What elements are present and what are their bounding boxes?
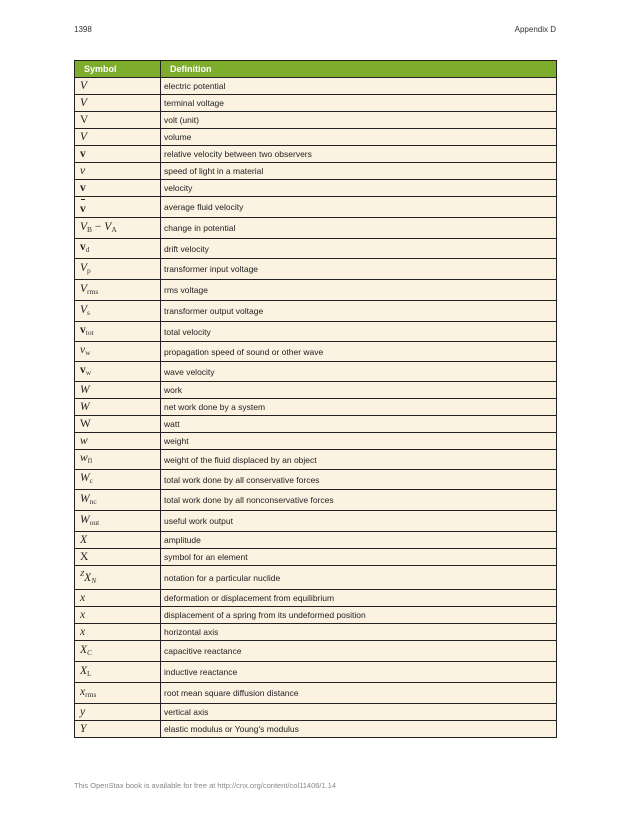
symbol-base: V bbox=[80, 131, 88, 143]
symbol-base: v bbox=[80, 324, 86, 336]
symbol-base: v bbox=[80, 165, 86, 177]
footer-note: This OpenStax book is available for free at http://cnx.org/content/col11406/1.14 bbox=[74, 781, 337, 790]
symbol-subscript: out bbox=[89, 517, 100, 527]
symbol-cell bbox=[75, 641, 161, 662]
table-row bbox=[75, 95, 557, 112]
symbol-cell bbox=[75, 416, 161, 433]
symbol-cell bbox=[75, 301, 161, 322]
symbol-subscript: C bbox=[87, 647, 93, 657]
symbol-base: x bbox=[80, 626, 86, 638]
definition-cell: work bbox=[161, 382, 557, 399]
table-row bbox=[75, 416, 557, 433]
symbol-base: w bbox=[80, 435, 88, 447]
definition-cell: change in potential bbox=[161, 218, 557, 239]
symbol-cell bbox=[75, 322, 161, 342]
table-row bbox=[75, 180, 557, 197]
table-row bbox=[75, 146, 557, 163]
symbol-cell bbox=[75, 624, 161, 641]
symbol-cell bbox=[75, 129, 161, 146]
symbol-cell bbox=[75, 490, 161, 511]
symbol-subscript: N bbox=[91, 576, 97, 585]
table-row bbox=[75, 566, 557, 590]
table-row bbox=[75, 549, 557, 566]
table-body bbox=[75, 78, 557, 738]
symbol-subscript: fl bbox=[87, 456, 93, 465]
symbol-base: V bbox=[80, 282, 88, 295]
table-row bbox=[75, 112, 557, 129]
symbol-base: X bbox=[80, 643, 88, 656]
table-row bbox=[75, 683, 557, 704]
symbol-subscript: rms bbox=[87, 286, 99, 296]
symbol-base: X bbox=[80, 551, 89, 563]
symbol-cell bbox=[75, 342, 161, 362]
table-row bbox=[75, 704, 557, 721]
column-header-definition: Definition bbox=[161, 61, 557, 78]
symbols-table bbox=[74, 60, 557, 738]
symbol-subscript: c bbox=[89, 476, 93, 485]
symbol-cell bbox=[75, 362, 161, 382]
table-row bbox=[75, 511, 557, 532]
table-row bbox=[75, 450, 557, 470]
symbol-subscript: w bbox=[85, 348, 91, 357]
symbol-base: x bbox=[80, 592, 86, 604]
table-row bbox=[75, 532, 557, 549]
symbol-base: W bbox=[80, 401, 90, 413]
symbol-cell bbox=[75, 197, 161, 218]
definition-cell: volume bbox=[161, 129, 557, 146]
symbol-subscript: nc bbox=[89, 496, 97, 506]
symbol-base: W bbox=[80, 472, 90, 484]
symbol-subscript: w bbox=[85, 368, 92, 377]
symbol-cell bbox=[75, 259, 161, 280]
symbol-cell bbox=[75, 470, 161, 490]
symbol-base: X bbox=[80, 664, 88, 677]
definition-cell: deformation or displacement from equilibrium bbox=[161, 590, 557, 607]
symbol-cell bbox=[75, 683, 161, 704]
definition-cell: weight bbox=[161, 433, 557, 450]
definition-cell: horizontal axis bbox=[161, 624, 557, 641]
symbol-base: x bbox=[80, 609, 86, 621]
chapter-title: Appendix D bbox=[514, 25, 556, 34]
definition-cell: weight of the fluid displaced by an object bbox=[161, 450, 557, 470]
definition-cell: inductive reactance bbox=[161, 662, 557, 683]
symbol-cell bbox=[75, 450, 161, 470]
symbol-cell bbox=[75, 95, 161, 112]
symbol-cell bbox=[75, 532, 161, 549]
definition-cell: symbol for an element bbox=[161, 549, 557, 566]
table-row bbox=[75, 399, 557, 416]
symbol-cell bbox=[75, 607, 161, 624]
symbol-cell bbox=[75, 180, 161, 197]
symbol-prescript: Z bbox=[80, 569, 85, 578]
symbol-base: v bbox=[80, 364, 86, 376]
table-row bbox=[75, 218, 557, 239]
symbol-subscript: B bbox=[87, 224, 93, 234]
symbol-cell bbox=[75, 511, 161, 532]
symbol-subscript: p bbox=[87, 265, 91, 275]
definition-cell: average fluid velocity bbox=[161, 197, 557, 218]
table-row bbox=[75, 590, 557, 607]
symbol-base: y bbox=[80, 706, 86, 718]
definition-cell: wave velocity bbox=[161, 362, 557, 382]
symbol-base: v bbox=[80, 148, 86, 160]
table-row bbox=[75, 301, 557, 322]
definition-cell: propagation speed of sound or other wave bbox=[161, 342, 557, 362]
symbol-cell bbox=[75, 239, 161, 259]
column-header-symbol: Symbol bbox=[75, 61, 161, 78]
definition-cell: displacement of a spring from its undeformed position bbox=[161, 607, 557, 624]
symbol-base: W bbox=[80, 418, 91, 430]
symbol-base: W bbox=[80, 513, 90, 526]
symbol-cell bbox=[75, 280, 161, 301]
symbol-base: x bbox=[80, 685, 86, 698]
symbol-subscript: s bbox=[87, 307, 90, 317]
table-row bbox=[75, 239, 557, 259]
definition-cell: amplitude bbox=[161, 532, 557, 549]
definition-cell: total work done by all nonconservative forces bbox=[161, 490, 557, 511]
table-row bbox=[75, 362, 557, 382]
symbol-cell bbox=[75, 704, 161, 721]
table-row bbox=[75, 163, 557, 180]
definition-cell: capacitive reactance bbox=[161, 641, 557, 662]
symbol-base: V bbox=[104, 220, 112, 233]
symbol-base: Y bbox=[80, 723, 87, 735]
table-row bbox=[75, 322, 557, 342]
symbol-operator: − bbox=[92, 220, 105, 233]
symbol-base: V bbox=[80, 97, 88, 109]
symbol-cell bbox=[75, 146, 161, 163]
symbol-cell bbox=[75, 382, 161, 399]
table-row bbox=[75, 280, 557, 301]
symbol-cell bbox=[75, 163, 161, 180]
symbol-base: v bbox=[80, 198, 86, 217]
table-row bbox=[75, 197, 557, 218]
table-row bbox=[75, 721, 557, 738]
symbol-cell bbox=[75, 721, 161, 738]
definition-cell: drift velocity bbox=[161, 239, 557, 259]
table-row bbox=[75, 342, 557, 362]
symbol-subscript: d bbox=[85, 245, 90, 254]
table-row bbox=[75, 662, 557, 683]
definition-cell: total work done by all conservative forces bbox=[161, 470, 557, 490]
table-row bbox=[75, 78, 557, 95]
table-row bbox=[75, 624, 557, 641]
symbol-base: X bbox=[84, 572, 92, 584]
symbol-base: V bbox=[80, 220, 88, 233]
symbol-cell bbox=[75, 566, 161, 590]
symbol-base: X bbox=[80, 534, 88, 546]
symbol-subscript: L bbox=[87, 668, 92, 678]
table-row bbox=[75, 490, 557, 511]
definition-cell: transformer output voltage bbox=[161, 301, 557, 322]
symbol-base: V bbox=[80, 303, 88, 316]
symbol-cell bbox=[75, 112, 161, 129]
symbol-base: V bbox=[80, 261, 88, 274]
table-row bbox=[75, 259, 557, 280]
table-header-row bbox=[75, 61, 557, 78]
definition-cell: volt (unit) bbox=[161, 112, 557, 129]
symbol-base: v bbox=[80, 182, 86, 194]
definition-cell: watt bbox=[161, 416, 557, 433]
symbol-base: w bbox=[80, 452, 88, 464]
definition-cell: terminal voltage bbox=[161, 95, 557, 112]
symbol-cell bbox=[75, 433, 161, 450]
symbol-cell bbox=[75, 399, 161, 416]
symbol-base: v bbox=[80, 344, 86, 356]
symbol-base: W bbox=[80, 492, 90, 505]
table-row bbox=[75, 433, 557, 450]
symbol-cell bbox=[75, 549, 161, 566]
definition-cell: relative velocity between two observers bbox=[161, 146, 557, 163]
symbol-subscript: A bbox=[111, 224, 117, 234]
symbol-subscript: rms bbox=[85, 689, 97, 699]
symbol-base: V bbox=[80, 80, 88, 92]
definition-cell: velocity bbox=[161, 180, 557, 197]
definition-cell: useful work output bbox=[161, 511, 557, 532]
definition-cell: transformer input voltage bbox=[161, 259, 557, 280]
symbol-cell bbox=[75, 662, 161, 683]
definition-cell: total velocity bbox=[161, 322, 557, 342]
definition-cell: net work done by a system bbox=[161, 399, 557, 416]
symbol-base: V bbox=[80, 114, 89, 126]
definition-cell: vertical axis bbox=[161, 704, 557, 721]
definition-cell: root mean square diffusion distance bbox=[161, 683, 557, 704]
table-row bbox=[75, 470, 557, 490]
symbol-cell bbox=[75, 78, 161, 95]
definition-cell: rms voltage bbox=[161, 280, 557, 301]
definition-cell: notation for a particular nuclide bbox=[161, 566, 557, 590]
definition-cell: elastic modulus or Young's modulus bbox=[161, 721, 557, 738]
table-row bbox=[75, 129, 557, 146]
symbol-cell bbox=[75, 590, 161, 607]
definition-cell: electric potential bbox=[161, 78, 557, 95]
table-row bbox=[75, 607, 557, 624]
table-row bbox=[75, 641, 557, 662]
definition-cell: speed of light in a material bbox=[161, 163, 557, 180]
symbol-base: W bbox=[80, 384, 90, 396]
symbol-cell bbox=[75, 218, 161, 239]
symbol-subscript: tot bbox=[85, 328, 94, 337]
page-number: 1398 bbox=[74, 25, 92, 34]
symbol-base: v bbox=[80, 241, 86, 253]
table-row bbox=[75, 382, 557, 399]
